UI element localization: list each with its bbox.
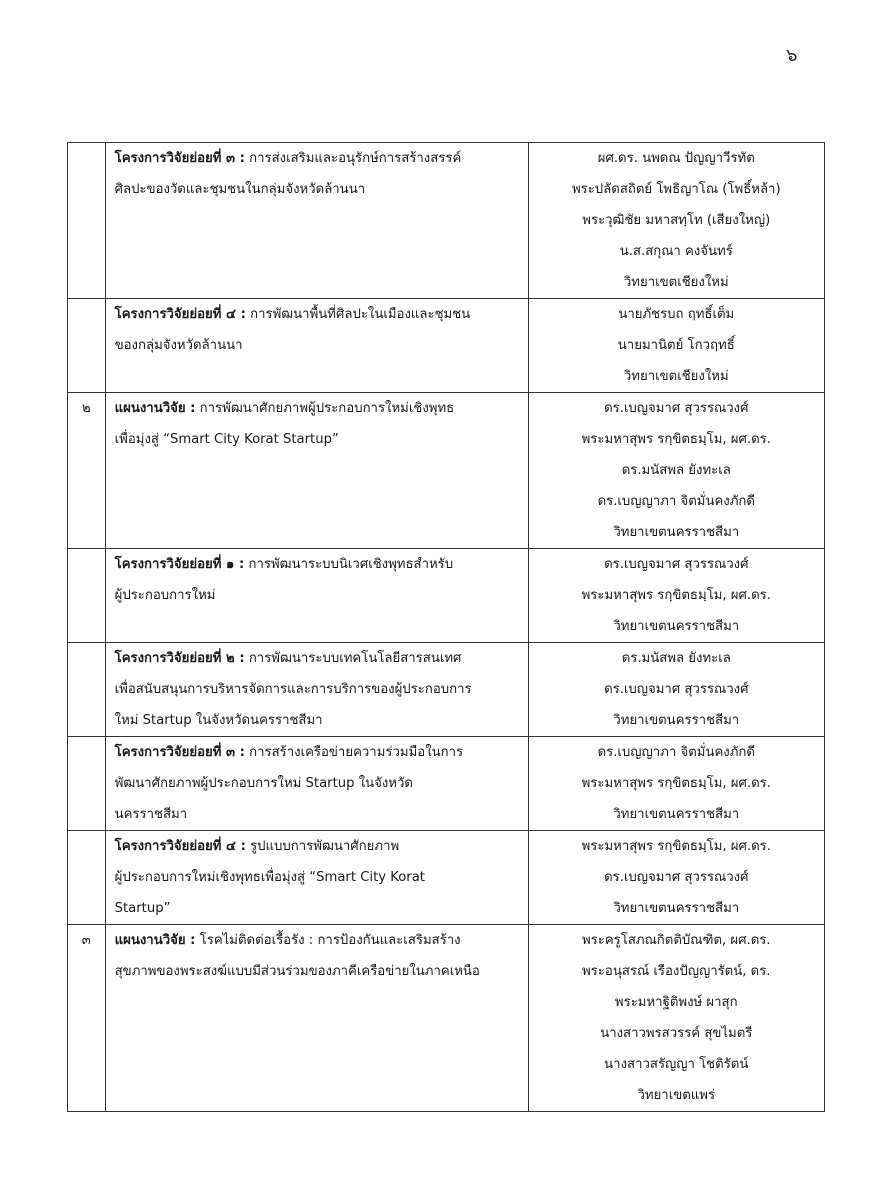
row-number: ๓ bbox=[68, 925, 106, 1112]
project-title-text: การส่งเสริมและอนุรักษ์การสร้างสรรค์ bbox=[249, 151, 462, 166]
project-title-line: เพื่อมุ่งสู่ “Smart City Korat Startup” bbox=[114, 432, 339, 447]
row-number bbox=[68, 643, 106, 737]
table-row bbox=[68, 737, 825, 831]
responsible-persons-cell bbox=[528, 143, 824, 299]
row-number bbox=[68, 549, 106, 643]
responsible-person: นายมานิตย์ โกวฤทธิ์ bbox=[617, 338, 735, 353]
project-title-text: การพัฒนาศักยภาพผู้ประกอบการใหม่เชิงพุทธ bbox=[199, 401, 455, 416]
project-title-cell bbox=[105, 643, 528, 737]
responsible-person: ดร.เบญญาภา จิตมั่นคงภักดี bbox=[597, 494, 755, 509]
responsible-person: วิทยาเขตนครราชสีมา bbox=[613, 901, 740, 916]
row-number bbox=[68, 737, 106, 831]
project-title-line: พัฒนาศักยภาพผู้ประกอบการใหม่ Startup ในจังหวัด bbox=[114, 776, 413, 791]
project-title-line: ผู้ประกอบการใหม่เชิงพุทธเพื่อมุ่งสู่ “Smart City Korat bbox=[114, 870, 425, 885]
responsible-person: นางสาวสรัญญา โชติรัตน์ bbox=[604, 1057, 749, 1072]
responsible-person: พระครูโสภณกิตติบัณฑิต, ผศ.ดร. bbox=[581, 933, 771, 948]
responsible-person: พระมหาสุพร รกฺขิตธมฺโม, ผศ.ดร. bbox=[581, 776, 771, 791]
responsible-person: พระมหาสุพร รกฺขิตธมฺโม, ผศ.ดร. bbox=[581, 588, 771, 603]
responsible-persons-cell bbox=[528, 393, 824, 549]
table-row bbox=[68, 549, 825, 643]
project-title-line bbox=[115, 831, 522, 862]
project-title-text: โรคไม่ติดต่อเรื้อรัง : การป้องกันและเสริมสร้าง bbox=[199, 933, 461, 948]
responsible-person: พระมหาสุพร รกฺขิตธมฺโม, ผศ.ดร. bbox=[581, 839, 771, 854]
project-label: โครงการวิจัยย่อยที่ ๔ : bbox=[114, 839, 246, 854]
project-title-line bbox=[115, 643, 522, 674]
project-title-line bbox=[115, 549, 522, 580]
project-title-line: ศิลปะของวัดและชุมชนในกลุ่มจังหวัดล้านนา bbox=[114, 182, 366, 197]
project-title-line bbox=[115, 737, 522, 768]
project-title-line bbox=[115, 393, 522, 424]
project-title-line: นครราชสีมา bbox=[114, 807, 188, 822]
project-title-text: การสร้างเครือข่ายความร่วมมือในการ bbox=[249, 745, 464, 760]
project-title-cell bbox=[105, 925, 528, 1112]
responsible-persons-cell bbox=[528, 299, 824, 393]
project-title-line: ของกลุ่มจังหวัดล้านนา bbox=[114, 338, 243, 353]
responsible-person: พระปลัดสถิตย์ โพธิญาโณ (โพธิ์หล้า) bbox=[571, 182, 781, 197]
responsible-person: ดร.เบญจมาศ สุวรรณวงศ์ bbox=[604, 682, 749, 697]
project-label: โครงการวิจัยย่อยที่ ๔ : bbox=[114, 307, 246, 322]
table-row bbox=[68, 143, 825, 299]
project-label: แผนงานวิจัย : bbox=[114, 933, 196, 948]
responsible-person: พระมหาสุพร รกฺขิตธมฺโม, ผศ.ดร. bbox=[581, 432, 771, 447]
row-number bbox=[68, 831, 106, 925]
project-label: โครงการวิจัยย่อยที่ ๓ : bbox=[114, 151, 245, 166]
project-title-line bbox=[115, 299, 522, 330]
project-title-line: ใหม่ Startup ในจังหวัดนครราชสีมา bbox=[114, 713, 323, 728]
row-number: ๒ bbox=[68, 393, 106, 549]
responsible-person: วิทยาเขตเชียงใหม่ bbox=[623, 275, 729, 290]
responsible-person: วิทยาเขตนครราชสีมา bbox=[613, 619, 740, 634]
responsible-person: ผศ.ดร. นพดณ ปัญญาวีรทัต bbox=[597, 151, 755, 166]
project-title-text: การพัฒนาพื้นที่ศิลปะในเมืองและชุมชน bbox=[250, 307, 471, 322]
responsible-person: วิทยาเขตเชียงใหม่ bbox=[623, 369, 729, 384]
responsible-persons-cell bbox=[528, 737, 824, 831]
table-row bbox=[68, 393, 825, 549]
project-title-line: ผู้ประกอบการใหม่ bbox=[114, 588, 216, 603]
responsible-person: ดร.มนัสพล ยังทะเล bbox=[621, 651, 731, 666]
responsible-person: วิทยาเขตนครราชสีมา bbox=[613, 713, 740, 728]
project-title-line: สุขภาพของพระสงฆ์แบบมีส่วนร่วมของภาคีเครือข่ายในภาคเหนือ bbox=[114, 964, 480, 979]
responsible-person: ดร.เบญญาภา จิตมั่นคงภักดี bbox=[597, 745, 755, 760]
table-row bbox=[68, 299, 825, 393]
project-title-text: การพัฒนาระบบเทคโนโลยีสารสนเทศ bbox=[248, 651, 462, 666]
row-number bbox=[68, 143, 106, 299]
project-title-line: Startup” bbox=[114, 901, 171, 916]
project-title-line bbox=[115, 925, 522, 956]
project-title-cell bbox=[105, 737, 528, 831]
responsible-person: วิทยาเขตนครราชสีมา bbox=[613, 807, 740, 822]
project-title-cell bbox=[105, 393, 528, 549]
responsible-person: พระวุฒิชัย มหาสทฺโท (เสียงใหญ่) bbox=[582, 213, 771, 228]
row-number bbox=[68, 299, 106, 393]
table-row bbox=[68, 925, 825, 1112]
responsible-person: นายภัชรบถ ฤทธิ์เต็ม bbox=[618, 307, 735, 322]
project-title-text: รูปแบบการพัฒนาศักยภาพ bbox=[250, 839, 400, 854]
project-title-line bbox=[115, 143, 522, 174]
responsible-person: ดร.เบญจมาศ สุวรรณวงศ์ bbox=[604, 557, 749, 572]
responsible-person: วิทยาเขตนครราชสีมา bbox=[613, 525, 740, 540]
project-title-cell bbox=[105, 549, 528, 643]
research-projects-table bbox=[67, 142, 825, 1112]
project-title-cell bbox=[105, 299, 528, 393]
responsible-persons-cell bbox=[528, 549, 824, 643]
project-title-cell bbox=[105, 831, 528, 925]
table-row bbox=[68, 643, 825, 737]
responsible-persons-cell bbox=[528, 925, 824, 1112]
project-label: โครงการวิจัยย่อยที่ ๒ : bbox=[114, 651, 245, 666]
responsible-person: พระอนุสรณ์ เรืองปัญญารัตน์, ดร. bbox=[582, 964, 771, 979]
responsible-person: ดร.เบญจมาศ สุวรรณวงศ์ bbox=[604, 870, 749, 885]
project-title-line: เพื่อสนับสนุนการบริหารจัดการและการบริการของผู้ประกอบการ bbox=[114, 682, 472, 697]
responsible-person: วิทยาเขตแพร่ bbox=[637, 1088, 716, 1103]
project-label: โครงการวิจัยย่อยที่ ๑ : bbox=[114, 557, 245, 572]
table-body bbox=[68, 143, 825, 1112]
table-row bbox=[68, 831, 825, 925]
responsible-persons-cell bbox=[528, 643, 824, 737]
project-label: แผนงานวิจัย : bbox=[114, 401, 196, 416]
project-title-cell bbox=[105, 143, 528, 299]
responsible-person: ดร.เบญจมาศ สุวรรณวงศ์ bbox=[604, 401, 749, 416]
responsible-persons-cell bbox=[528, 831, 824, 925]
responsible-person: พระมหาฐิติพงษ์ ผาสุก bbox=[614, 995, 738, 1010]
page-number: ๖ bbox=[786, 45, 798, 66]
project-title-text: การพัฒนาระบบนิเวศเชิงพุทธสำหรับ bbox=[248, 557, 454, 572]
responsible-person: น.ส.สกุณา คงจันทร์ bbox=[619, 244, 733, 259]
responsible-person: ดร.มนัสพล ยังทะเล bbox=[621, 463, 731, 478]
project-label: โครงการวิจัยย่อยที่ ๓ : bbox=[114, 745, 245, 760]
responsible-person: นางสาวพรสวรรค์ สุขไมตรี bbox=[600, 1026, 753, 1041]
